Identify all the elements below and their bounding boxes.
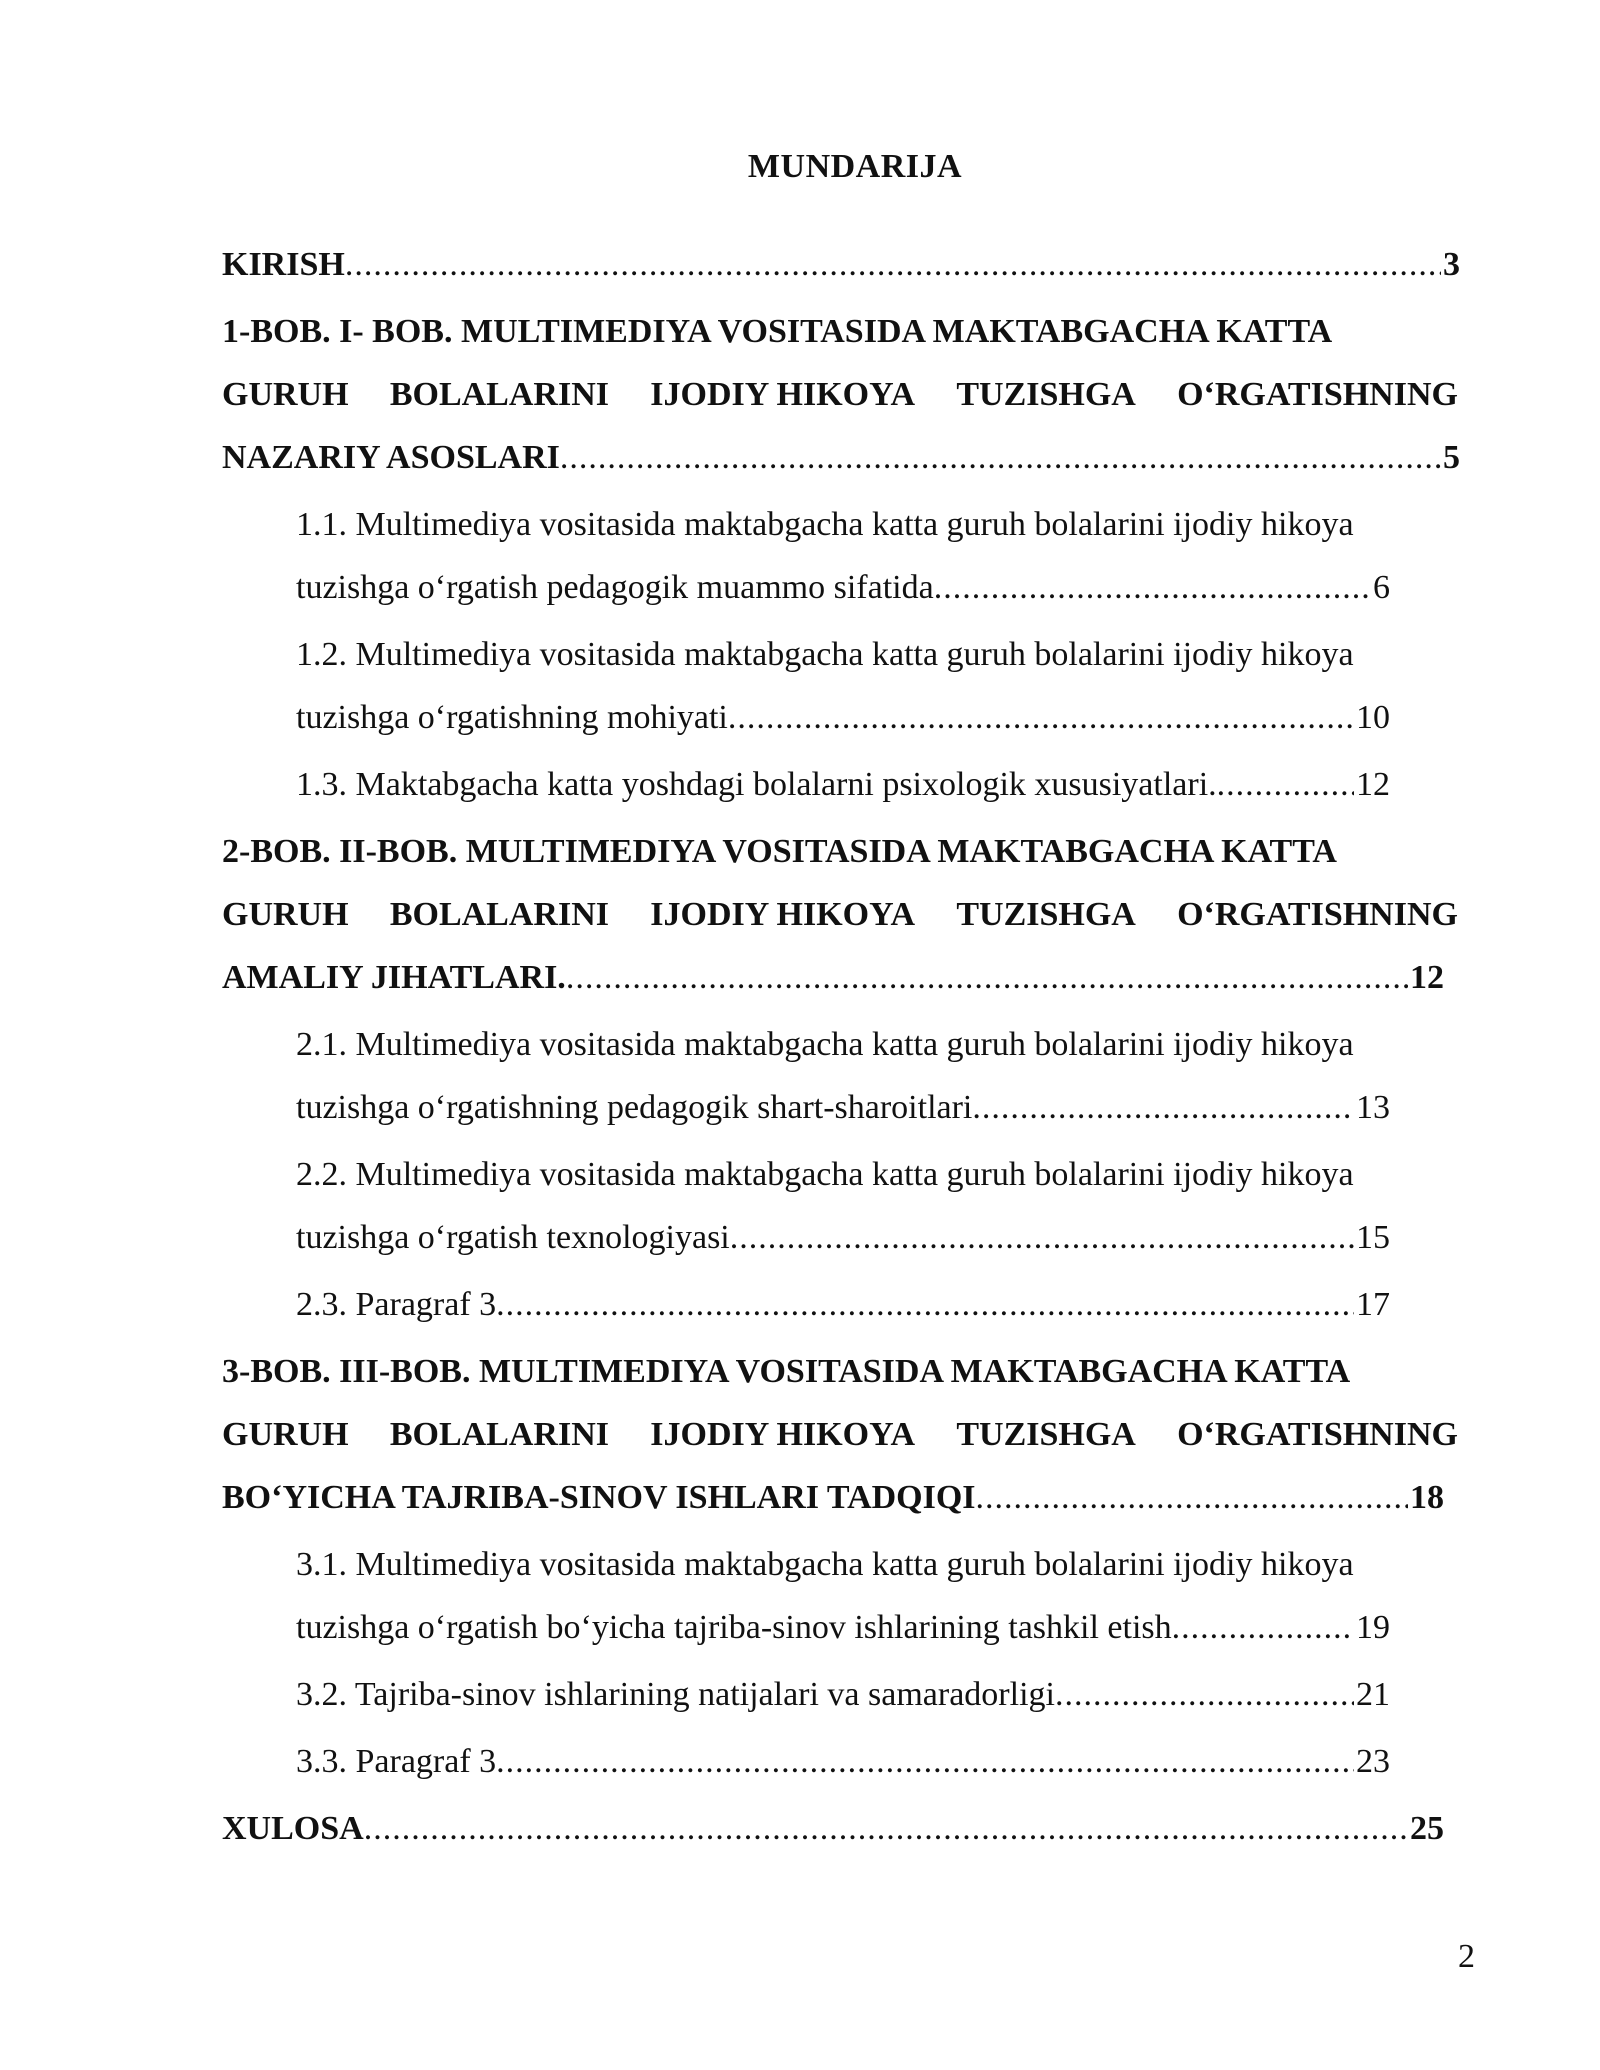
chapter-3-line-3[interactable] bbox=[222, 1473, 1444, 1523]
word: BOLALARINI bbox=[389, 376, 609, 413]
chapter-1-line-2[interactable] bbox=[222, 370, 1458, 420]
page-number: 2 bbox=[1458, 1938, 1475, 1975]
toc-entry-label: KIRISH bbox=[222, 246, 345, 283]
word: BOLALARINI bbox=[389, 896, 609, 933]
leader-dots bbox=[1055, 1670, 1354, 1720]
leader-dots bbox=[728, 693, 1354, 743]
toc-page-number: 10 bbox=[1356, 699, 1390, 736]
chapter-2-line-2[interactable] bbox=[222, 890, 1458, 940]
toc-page-number: 17 bbox=[1356, 1286, 1390, 1323]
leader-dots bbox=[566, 953, 1408, 1003]
leader-dots bbox=[496, 1737, 1354, 1787]
toc-page-number: 25 bbox=[1410, 1810, 1444, 1847]
toc-entry-label: NAZARIY ASOSLARI bbox=[222, 439, 560, 476]
toc-entry-label: BO‘YICHA TAJRIBA-SINOV ISHLARI TADQIQI bbox=[222, 1479, 976, 1516]
leader-dots bbox=[496, 1280, 1354, 1330]
toc-page-number: 15 bbox=[1356, 1219, 1390, 1256]
word: GURUH bbox=[222, 1416, 349, 1453]
word: O‘RGATISHNING bbox=[1177, 376, 1458, 413]
leader-dots bbox=[1217, 760, 1354, 810]
section-1-2-line-2[interactable] bbox=[296, 693, 1390, 743]
toc-page-number: 21 bbox=[1356, 1676, 1390, 1713]
leader-dots bbox=[1172, 1603, 1354, 1653]
word: IJODIY HIKOYA bbox=[650, 896, 916, 933]
word: TUZISHGA bbox=[956, 896, 1136, 933]
toc-entry-kirish[interactable] bbox=[222, 240, 1460, 290]
toc-page-number: 12 bbox=[1356, 766, 1390, 803]
word: IJODIY HIKOYA bbox=[650, 1416, 916, 1453]
toc-title: MUNDARIJA bbox=[747, 148, 963, 185]
word: GURUH bbox=[222, 376, 349, 413]
chapter-3-line-2[interactable] bbox=[222, 1410, 1458, 1460]
toc-entry-label: AMALIY JIHATLARI. bbox=[222, 959, 566, 996]
toc-page-number: 13 bbox=[1356, 1089, 1390, 1126]
section-3-3[interactable] bbox=[296, 1737, 1390, 1787]
section-1-2-line-1[interactable]: 1.2. Multimediya vositasida maktabgacha katta guruh bolalarini ijodiy hikoya bbox=[296, 636, 1354, 673]
leader-dots bbox=[364, 1804, 1408, 1854]
word: TUZISHGA bbox=[956, 1416, 1136, 1453]
chapter-3-line-1[interactable]: 3-BOB. III-BOB. MULTIMEDIYA VOSITASIDA MAKTABGACHA KATTA bbox=[222, 1353, 1351, 1390]
toc-entry-label: 2.3. Paragraf 3 bbox=[296, 1286, 497, 1323]
leader-dots bbox=[730, 1213, 1354, 1263]
section-3-1-line-1[interactable]: 3.1. Multimediya vositasida maktabgacha katta guruh bolalarini ijodiy hikoya bbox=[296, 1546, 1354, 1583]
toc-page-number: 3 bbox=[1443, 246, 1460, 283]
section-2-1-line-1[interactable]: 2.1. Multimediya vositasida maktabgacha katta guruh bolalarini ijodiy hikoya bbox=[296, 1026, 1354, 1063]
toc-entry-label: tuzishga o‘rgatish pedagogik muammo sifatida bbox=[296, 569, 934, 606]
word: O‘RGATISHNING bbox=[1177, 1416, 1458, 1453]
toc-page-number: 18 bbox=[1410, 1479, 1444, 1516]
word: O‘RGATISHNING bbox=[1177, 896, 1458, 933]
section-2-2-line-2[interactable] bbox=[296, 1213, 1390, 1263]
toc-page-number: 5 bbox=[1443, 439, 1460, 476]
toc-entry-label: tuzishga o‘rgatishning mohiyati bbox=[296, 699, 728, 736]
word: GURUH bbox=[222, 896, 349, 933]
word: TUZISHGA bbox=[956, 376, 1136, 413]
chapter-1-line-1[interactable]: 1-BOB. I- BOB. MULTIMEDIYA VOSITASIDA MAKTABGACHA KATTA bbox=[222, 313, 1333, 350]
section-2-2-line-1[interactable]: 2.2. Multimediya vositasida maktabgacha katta guruh bolalarini ijodiy hikoya bbox=[296, 1156, 1354, 1193]
toc-entry-label: tuzishga o‘rgatish bo‘yicha tajriba-sinov ishlarining tashkil etish bbox=[296, 1609, 1172, 1646]
toc-entry-label: tuzishga o‘rgatishning pedagogik shart-sharoitlari bbox=[296, 1089, 973, 1126]
leader-dots bbox=[972, 1083, 1354, 1133]
section-1-3[interactable] bbox=[296, 760, 1390, 810]
word: BOLALARINI bbox=[389, 1416, 609, 1453]
chapter-1-line-3[interactable] bbox=[222, 433, 1460, 483]
leader-dots bbox=[560, 433, 1441, 483]
toc-entry-label: tuzishga o‘rgatish texnologiyasi bbox=[296, 1219, 730, 1256]
toc-entry-xulosa[interactable] bbox=[222, 1804, 1444, 1854]
chapter-2-line-1[interactable]: 2-BOB. II-BOB. MULTIMEDIYA VOSITASIDA MAKTABGACHA KATTA bbox=[222, 833, 1337, 870]
toc-page-number: 23 bbox=[1356, 1743, 1390, 1780]
leader-dots bbox=[976, 1473, 1408, 1523]
leader-dots bbox=[934, 563, 1371, 613]
toc-entry-label: XULOSA bbox=[222, 1810, 364, 1847]
leader-dots bbox=[345, 240, 1441, 290]
toc-page-number: 19 bbox=[1356, 1609, 1390, 1646]
toc-page-number: 6 bbox=[1373, 569, 1390, 606]
toc-entry-label: 3.2. Tajriba-sinov ishlarining natijalari va samaradorligi bbox=[296, 1676, 1055, 1713]
chapter-2-line-3[interactable] bbox=[222, 953, 1444, 1003]
section-2-1-line-2[interactable] bbox=[296, 1083, 1390, 1133]
toc-entry-label: 1.3. Maktabgacha katta yoshdagi bolalarni psixologik xususiyatlari. bbox=[296, 766, 1217, 803]
word: IJODIY HIKOYA bbox=[650, 376, 916, 413]
toc-entry-label: 3.3. Paragraf 3 bbox=[296, 1743, 497, 1780]
toc-page-number: 12 bbox=[1410, 959, 1444, 996]
section-1-1-line-2[interactable] bbox=[296, 563, 1390, 613]
section-3-1-line-2[interactable] bbox=[296, 1603, 1390, 1653]
section-1-1-line-1[interactable]: 1.1. Multimediya vositasida maktabgacha katta guruh bolalarini ijodiy hikoya bbox=[296, 506, 1354, 543]
section-3-2[interactable] bbox=[296, 1670, 1390, 1720]
section-2-3[interactable] bbox=[296, 1280, 1390, 1330]
